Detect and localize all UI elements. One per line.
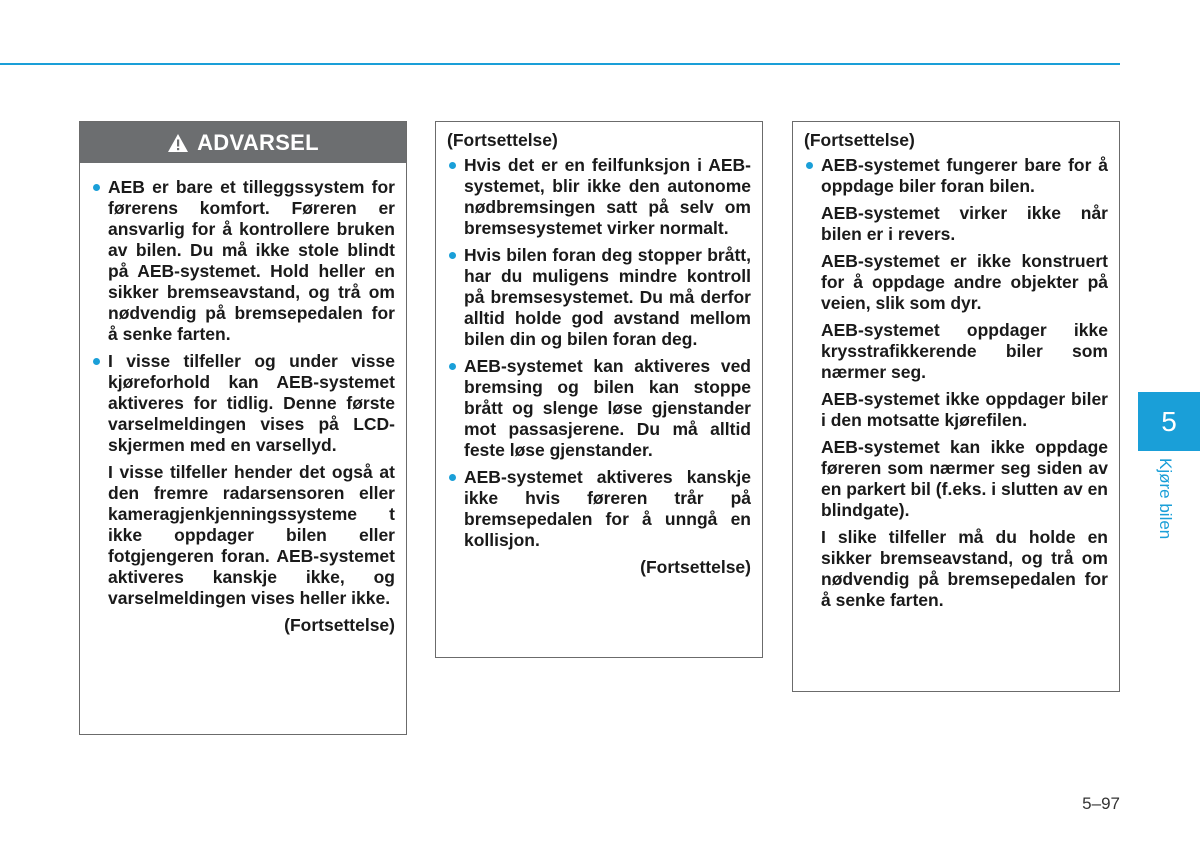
paragraph: AEB-systemet fungerer bare for å oppdage biler foran bilen.: [821, 155, 1108, 196]
warning-header: [80, 122, 406, 163]
sub-paragraph: AEB-systemet er ikke konstruert for å oppdage andre objekter på veien, slik som dyr.: [821, 251, 1108, 313]
sub-paragraph: AEB-systemet kan ikke oppdage føreren som nærmer seg siden av en parkert bil (f.eks. i slutten av en blindgate).: [821, 437, 1108, 520]
bullet-icon: [449, 252, 456, 259]
chapter-tab[interactable]: [1138, 392, 1200, 451]
list-item: [447, 356, 751, 461]
bullet-icon: [93, 358, 100, 365]
warning-triangle-icon: [167, 133, 189, 153]
warning-content: [80, 163, 406, 636]
bullet-icon: [449, 363, 456, 370]
list-item: [447, 467, 751, 551]
paragraph: I visse tilfeller og under visse kjøreforhold kan AEB-systemet aktiveres for tidlig. Denne første varselmeldingen vises på LCD-skjermen med en varsellyd.: [108, 351, 395, 455]
bullet-icon: [93, 184, 100, 191]
warning-list: [804, 155, 1108, 197]
sub-paragraph: I visse tilfeller hender det også at den fremre radarsensoren eller kameragjenkjenningssysteme t ikke oppdager bilen eller fotgjengeren foran. AEB-systemet aktiveres kanskje ikke, og varselmeldingen vises heller ikke.: [108, 462, 395, 608]
paragraph: AEB er bare et tilleggssystem for førerens komfort. Føreren er ansvarlig for å kontrollere bruken av bilen. Du må ikke stole blindt på AEB-systemet. Hold heller en sikker bremseavstand, og trå om nødvendig på bremsepedalen for å senke farten.: [108, 177, 395, 344]
paragraph: AEB-systemet kan aktiveres ved bremsing og bilen kan stoppe brått og slenge løse gjenstander mot passasjerene. Du må alltid feste løse gjenstander.: [464, 356, 751, 460]
top-divider: [0, 63, 1120, 65]
paragraph: AEB-systemet aktiveres kanskje ikke hvis føreren trår på bremsepedalen for å unngå en kollisjon.: [464, 467, 751, 550]
warning-box: [79, 121, 407, 735]
continuation-content-1: [436, 122, 762, 578]
page-number: 5–97: [1082, 794, 1120, 813]
bullet-icon: [449, 474, 456, 481]
sub-paragraph: AEB-systemet ikke oppdager biler i den motsatte kjørefilen.: [821, 389, 1108, 430]
chapter-number: 5: [1161, 405, 1177, 437]
sub-paragraph: I slike tilfeller må du holde en sikker bremseavstand, og trå om nødvendig på bremsepedalen for å senke farten.: [821, 527, 1108, 610]
list-item: [91, 177, 395, 345]
list-item: [447, 245, 751, 350]
continuation-content-2: [793, 122, 1119, 611]
bullet-icon: [449, 162, 456, 169]
bullet-icon: [806, 162, 813, 169]
list-item: [804, 155, 1108, 197]
warning-title: ADVARSEL: [197, 129, 319, 155]
list-item: [447, 155, 751, 239]
paragraph: Hvis det er en feilfunksjon i AEB-systemet, blir ikke den autonome nødbremsingen satt på selv om bremsesystemet virker normalt.: [464, 155, 751, 238]
warning-list: [91, 177, 395, 456]
continued-footer: (Fortsettelse): [640, 557, 751, 577]
chapter-label: Kjøre bilen: [1156, 458, 1175, 540]
continued-header: (Fortsettelse): [447, 130, 558, 150]
paragraph: Hvis bilen foran deg stopper brått, har du muligens mindre kontroll på bremsesystemet. Du må derfor alltid holde god avstand mellom bilen din og bilen foran deg.: [464, 245, 751, 349]
sub-paragraph: AEB-systemet virker ikke når bilen er i revers.: [821, 203, 1108, 244]
list-item: [91, 351, 395, 456]
warning-list: [447, 155, 751, 551]
sub-paragraph: AEB-systemet oppdager ikke krysstrafikkerende biler som nærmer seg.: [821, 320, 1108, 382]
continuation-box-2: [792, 121, 1120, 692]
continued-header: (Fortsettelse): [804, 130, 915, 150]
continuation-box-1: [435, 121, 763, 658]
continued-footer: (Fortsettelse): [284, 615, 395, 635]
